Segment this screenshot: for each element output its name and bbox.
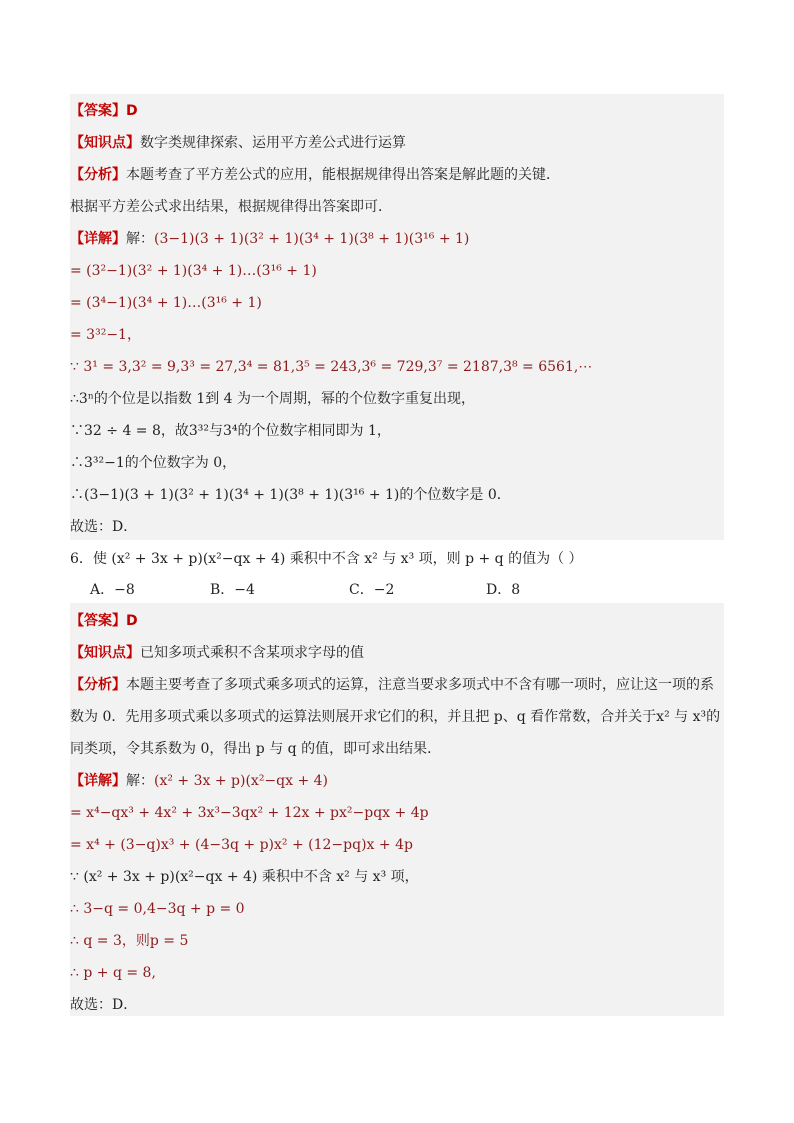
q5-detail-7: ∵32 ÷ 4 = 8，故3³²与3⁴的个位数字相同即为 1， (70, 423, 391, 439)
answer-label: 【答案】 (70, 613, 126, 629)
q5-answer-line (70, 101, 138, 121)
q6-detail-2: = x⁴−qx³ + 4x² + 3x³−3qx² + 12x + px²−pqx + 4p (70, 805, 429, 821)
q6-detail-5: ∴ 3−q = 0,4−3q + p = 0 (70, 901, 245, 917)
q6-detail-line (70, 771, 328, 791)
q5-analysis-2: 根据平方差公式求出结果，根据规律得出答案即可． (70, 199, 392, 215)
q6-detail-6: ∴ q = 3，则p = 5 (70, 933, 189, 949)
q6-knowledge-line (70, 643, 364, 663)
q6-detail-8: 故选：D． (70, 997, 138, 1013)
answer-label: 【答案】 (70, 103, 126, 119)
knowledge-label: 【知识点】 (70, 645, 140, 661)
q6-analysis-2: 数为 0．先用多项式乘以多项式的运算法则展开求它们的积，并且把 p、q 看作常数，合并关于x² 与 x³的 (70, 709, 721, 725)
knowledge-label: 【知识点】 (70, 135, 140, 151)
solution-block-q5 (70, 94, 724, 540)
q6-option-c: C．−2 (349, 582, 395, 598)
analysis-label: 【分析】 (70, 167, 126, 183)
q5-analysis-1: 本题考查了平方差公式的应用，能根据规律得出答案是解此题的关键． (126, 167, 560, 183)
q5-detail-10: 故选：D． (70, 519, 138, 535)
q6-detail-4: ∵ (x² + 3x + p)(x²−qx + 4) 乘积中不含 x² 与 x³ 项， (70, 869, 419, 885)
q5-detail-2: = (3²−1)(3² + 1)(3⁴ + 1)…(3¹⁶ + 1) (70, 263, 317, 279)
q5-detail-line (70, 229, 469, 249)
q6-analysis-1: 本题主要考查了多项式乘多项式的运算，注意当要求多项式中不含有哪一项时，应让这一项的系 (126, 677, 714, 693)
q6-option-d: D．8 (486, 582, 521, 598)
q6-detail-intro: 解： (126, 773, 154, 789)
q6-answer: D (126, 613, 138, 629)
q5-detail-4: = 3³²−1， (70, 327, 141, 343)
q5-knowledge: 数字类规律探索、运用平方差公式进行运算 (140, 135, 406, 151)
detail-label: 【详解】 (70, 773, 126, 789)
detail-label: 【详解】 (70, 231, 126, 247)
q6-stem: 6．使 (x² + 3x + p)(x²−qx + 4) 乘积中不含 x² 与 x³ 项，则 p + q 的值为（ ） (70, 551, 583, 567)
q6-answer-line (70, 611, 138, 631)
q6-detail-3: = x⁴ + (3−q)x³ + (4−3q + p)x² + (12−pq)x + 4p (70, 837, 413, 853)
q5-analysis-line (70, 165, 560, 185)
q5-detail-5: ∵ 3¹ = 3,3² = 9,3³ = 27,3⁴ = 81,3⁵ = 243,3⁶ = 729,3⁷ = 2187,3⁸ = 6561,⋯ (70, 359, 593, 375)
q6-option-a: A．−8 (90, 582, 135, 598)
q5-detail-intro: 解： (126, 231, 154, 247)
q5-detail-9: ∴(3−1)(3 + 1)(3² + 1)(3⁴ + 1)(3⁸ + 1)(3¹⁶ + 1)的个位数字是 0． (70, 487, 511, 503)
q5-answer: D (126, 103, 138, 119)
q6-detail-7: ∴ p + q = 8, (70, 965, 156, 981)
q6-analysis-line (70, 675, 714, 695)
analysis-label: 【分析】 (70, 677, 126, 693)
q5-detail-6: ∴3ⁿ的个位是以指数 1到 4 为一个周期，幂的个位数字重复出现， (70, 391, 476, 407)
q5-detail-1: (3−1)(3 + 1)(3² + 1)(3⁴ + 1)(3⁸ + 1)(3¹⁶ + 1) (154, 231, 470, 247)
q6-detail-1: (x² + 3x + p)(x²−qx + 4) (154, 773, 329, 789)
q5-knowledge-line (70, 133, 406, 153)
q6-knowledge: 已知多项式乘积不含某项求字母的值 (140, 645, 364, 661)
q5-detail-8: ∴3³²−1的个位数字为 0， (70, 455, 237, 471)
q6-analysis-3: 同类项，令其系数为 0，得出 p 与 q 的值，即可求出结果． (70, 741, 442, 757)
q6-option-b: B．−4 (210, 582, 255, 598)
q5-detail-3: = (3⁴−1)(3⁴ + 1)…(3¹⁶ + 1) (70, 295, 262, 311)
